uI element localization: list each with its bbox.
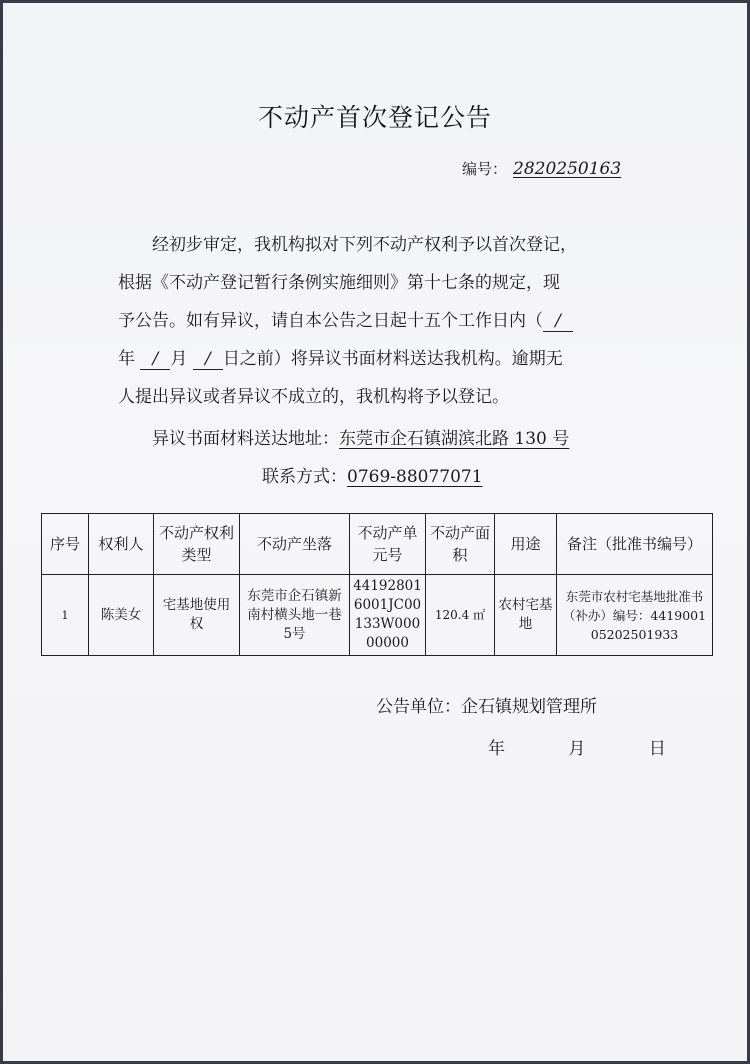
contact-info xyxy=(262,462,483,487)
col-header: 用途 xyxy=(495,514,557,575)
date-year: 年 xyxy=(488,739,505,759)
address-label: 异议书面材料送达地址： xyxy=(152,429,339,449)
cell-usage: 农村宅基地 xyxy=(495,575,557,656)
col-header: 不动产单元号 xyxy=(350,514,426,575)
body-line-3 xyxy=(118,306,573,332)
table-row xyxy=(42,575,713,656)
serial-value: 2820250163 xyxy=(513,159,622,179)
body-line-4 xyxy=(118,344,563,370)
page-title: 不动产首次登记公告 xyxy=(257,103,492,132)
cell-holder: 陈美女 xyxy=(89,575,154,656)
col-header: 序号 xyxy=(42,514,89,575)
registration-table xyxy=(41,513,713,656)
col-header: 备注（批准书编号） xyxy=(557,514,713,575)
body-line-4-text: 日之前）将异议书面材料送达我机构。逾期无 xyxy=(222,349,563,369)
unit-value: 企石镇规划管理所 xyxy=(461,697,597,717)
cell-location: 东莞市企石镇新南村横头地一巷5号 xyxy=(240,575,350,656)
cell-right-type: 宅基地使用权 xyxy=(154,575,240,656)
issuing-unit xyxy=(376,692,597,717)
serial-number xyxy=(462,158,621,179)
col-header: 不动产坐落 xyxy=(240,514,350,575)
blank-year: / xyxy=(543,311,573,332)
blank-day: / xyxy=(193,349,223,370)
objection-address xyxy=(152,424,569,449)
cell-no: 1 xyxy=(42,575,89,656)
body-line-3-text: 予公告。如有异议，请自本公告之日起十五个工作日内（ xyxy=(118,311,543,331)
contact-label: 联系方式： xyxy=(262,467,347,487)
date-month: 月 xyxy=(568,739,586,759)
contact-value: 0769-88077071 xyxy=(347,467,483,487)
month-char: 月 xyxy=(170,349,188,369)
cell-unit-no: 441928016001JC00133W00000000 xyxy=(350,575,426,656)
body-line-1: 经初步审定，我机构拟对下列不动产权利予以首次登记， xyxy=(152,235,577,255)
body-line-2: 根据《不动产登记暂行条例实施细则》第十七条的规定，现 xyxy=(118,273,560,293)
col-header: 权利人 xyxy=(89,514,154,575)
cell-area: 120.4 ㎡ xyxy=(426,575,495,656)
date-day: 日 xyxy=(648,739,666,759)
col-header: 不动产权利类型 xyxy=(154,514,240,575)
year-char: 年 xyxy=(118,349,135,369)
unit-label: 公告单位： xyxy=(376,697,461,717)
cell-remark: 东莞市农村宅基地批准书（补办）编号：441900105202501933 xyxy=(557,575,713,656)
col-header: 不动产面积 xyxy=(426,514,495,575)
issue-date xyxy=(488,734,694,759)
body-line-5: 人提出异议或者异议不成立的，我机构将予以登记。 xyxy=(118,387,509,407)
address-value: 东莞市企石镇湖滨北路 130 号 xyxy=(339,429,570,449)
table-header-row xyxy=(42,514,713,575)
serial-label: 编号： xyxy=(462,160,508,178)
blank-month: / xyxy=(140,349,170,370)
